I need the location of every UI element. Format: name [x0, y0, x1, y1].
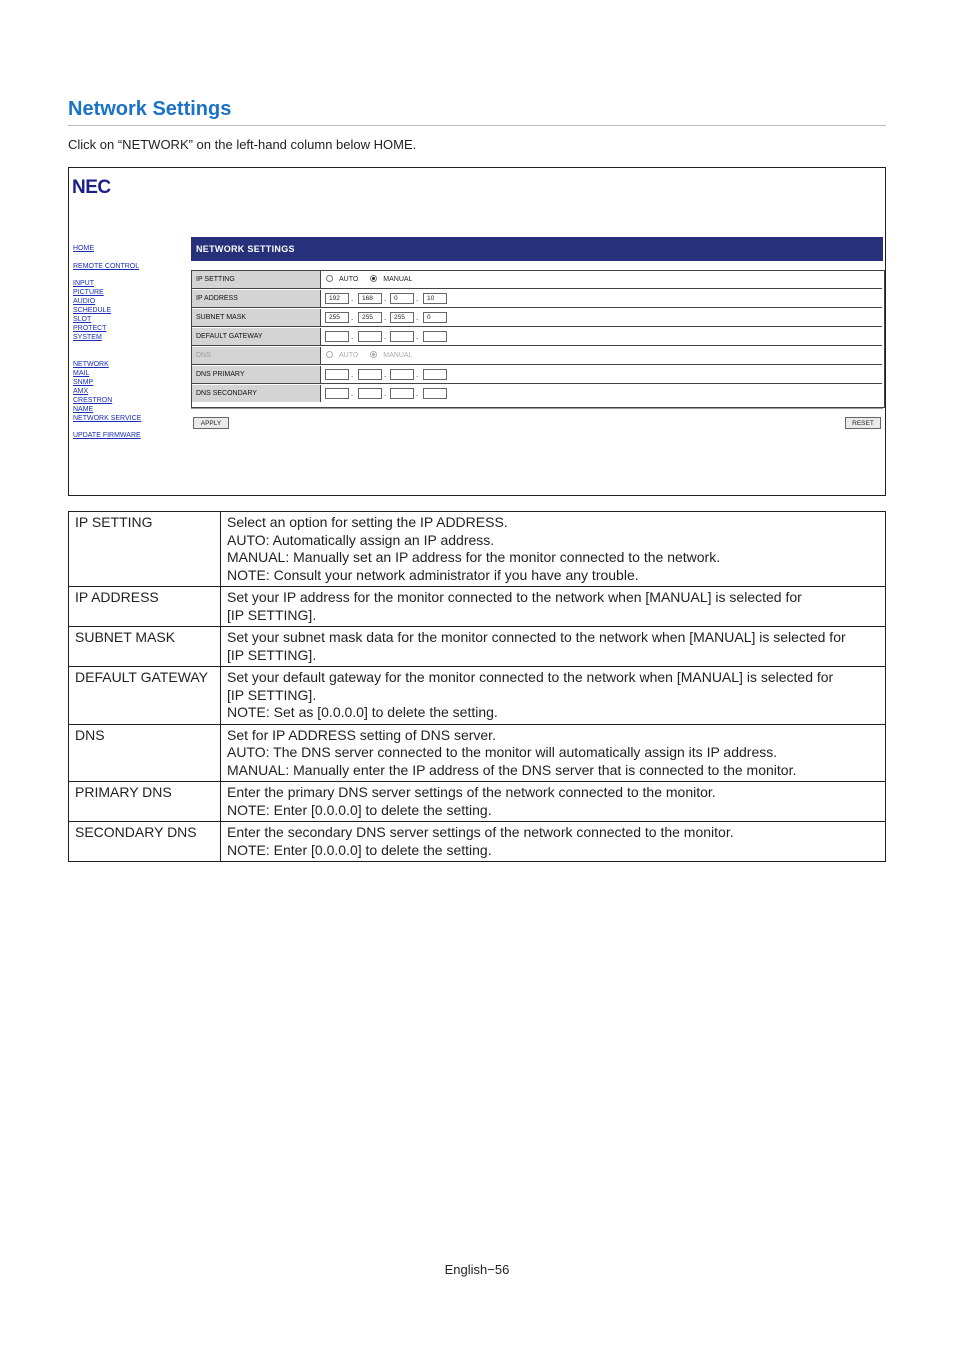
dns-manual-radio[interactable]	[370, 351, 377, 358]
nav-picture[interactable]: PICTURE	[73, 289, 104, 296]
page-number: English−56	[444, 1262, 510, 1277]
form-row-ip-address	[192, 290, 882, 308]
ip-address-octet-4[interactable]: 10	[423, 293, 447, 304]
setting-name-cell: DEFAULT GATEWAY	[69, 667, 221, 725]
dns-secondary-octet-4[interactable]	[423, 388, 447, 399]
subnet-mask-octet-4[interactable]: 0	[423, 312, 447, 323]
dns-secondary-label: DNS SECONDARY	[192, 385, 321, 402]
octet-dot: .	[416, 294, 419, 303]
title-divider	[68, 125, 886, 126]
description-line: NOTE: Enter [0.0.0.0] to delete the setting.	[227, 801, 492, 818]
default-gateway-octet-2[interactable]	[358, 331, 382, 342]
dns-options	[326, 349, 422, 362]
octet-dot: .	[416, 332, 419, 341]
setting-name-cell: DNS	[69, 724, 221, 782]
setting-description-cell	[221, 587, 886, 627]
ip-setting-label: IP SETTING	[192, 271, 321, 288]
octet-dot: .	[351, 294, 354, 303]
dns-secondary-octet-2[interactable]	[358, 388, 382, 399]
dns-primary-octet-4[interactable]	[423, 369, 447, 380]
panel-title: NETWORK SETTINGS	[191, 237, 883, 261]
form-row-dns-primary	[192, 366, 882, 384]
description-line: [IP SETTING].	[227, 686, 317, 703]
description-line: Enter the primary DNS server settings of the network connected to the monitor.	[227, 784, 716, 800]
nec-logo	[71, 176, 129, 196]
description-line: AUTO: Automatically assign an IP address.	[227, 531, 495, 548]
description-line: Set for IP ADDRESS setting of DNS server.	[227, 726, 496, 743]
description-line: [IP SETTING].	[227, 606, 317, 623]
reset-button[interactable]: RESET	[845, 417, 881, 429]
ip-address-octet-1[interactable]: 192	[325, 293, 349, 304]
setting-description-cell	[221, 724, 886, 782]
default-gateway-octet-3[interactable]	[390, 331, 414, 342]
description-line: AUTO: The DNS server connected to the monitor will automatically assign its IP address.	[227, 744, 778, 760]
dns-secondary-octet-1[interactable]	[325, 388, 349, 399]
dns-primary-octet-1[interactable]	[325, 369, 349, 380]
nav-mail[interactable]: MAIL	[73, 370, 90, 377]
description-line: NOTE: Consult your network administrator if you have any trouble.	[227, 566, 639, 583]
nav-home[interactable]: HOME	[73, 245, 94, 252]
ip-setting-auto-radio[interactable]	[326, 275, 333, 282]
setting-name-cell: IP ADDRESS	[69, 587, 221, 627]
page-title: Network Settings	[68, 98, 232, 120]
dns-primary-octet-3[interactable]	[390, 369, 414, 380]
nav-schedule[interactable]: SCHEDULE	[73, 307, 112, 314]
octet-dot: .	[416, 370, 419, 379]
table-row	[69, 512, 886, 587]
apply-button[interactable]: APPLY	[193, 417, 229, 429]
nav-crestron[interactable]: CRESTRON	[73, 397, 113, 404]
description-line: Enter the secondary DNS server settings of the network connected to the monitor.	[227, 824, 734, 840]
description-line: Set your IP address for the monitor connected to the network when [MANUAL] is selected for	[227, 589, 802, 605]
subnet-mask-octet-3[interactable]: 255	[390, 312, 414, 323]
form-row-default-gateway	[192, 328, 882, 346]
nav-name[interactable]: NAME	[73, 406, 94, 413]
ip-setting-options	[326, 273, 422, 286]
setting-description-cell	[221, 667, 886, 725]
setting-description-cell	[221, 782, 886, 822]
description-line: MANUAL: Manually enter the IP address of the DNS server that is connected to the monitor.	[227, 761, 797, 778]
nav-input[interactable]: INPUT	[73, 280, 94, 287]
subnet-mask-octet-2[interactable]: 255	[358, 312, 382, 323]
description-line: NOTE: Set as [0.0.0.0] to delete the setting.	[227, 704, 498, 720]
settings-description-table	[68, 511, 886, 862]
nec-logo-text: NEC	[72, 177, 111, 196]
nav-amx[interactable]: AMX	[73, 388, 89, 395]
description-line: Set your subnet mask data for the monitor connected to the network when [MANUAL] is selected for	[227, 629, 846, 645]
setting-name-cell: SUBNET MASK	[69, 627, 221, 667]
setting-name-cell: SECONDARY DNS	[69, 822, 221, 862]
nav-slot[interactable]: SLOT	[73, 316, 92, 323]
network-settings-screenshot	[68, 167, 886, 496]
setting-name-cell: IP SETTING	[69, 512, 221, 587]
default-gateway-octet-1[interactable]	[325, 331, 349, 342]
nav-network[interactable]: NETWORK	[73, 361, 109, 368]
subnet-mask-octet-1[interactable]: 255	[325, 312, 349, 323]
octet-dot: .	[384, 389, 387, 398]
form-row-ip-setting	[192, 271, 882, 289]
nav-system[interactable]: SYSTEM	[73, 334, 102, 341]
subnet-mask-label: SUBNET MASK	[192, 309, 321, 326]
dns-primary-label: DNS PRIMARY	[192, 366, 321, 383]
description-line: NOTE: Enter [0.0.0.0] to delete the setting.	[227, 841, 492, 858]
ip-address-label: IP ADDRESS	[192, 290, 321, 307]
table-row	[69, 782, 886, 822]
dns-primary-octet-2[interactable]	[358, 369, 382, 380]
table-row	[69, 627, 886, 667]
nav-protect[interactable]: PROTECT	[73, 325, 107, 332]
octet-dot: .	[351, 332, 354, 341]
setting-description-cell	[221, 627, 886, 667]
dns-auto-label: AUTO	[339, 352, 359, 359]
octet-dot: .	[351, 313, 354, 322]
dns-label: DNS	[192, 347, 321, 364]
ip-setting-manual-radio[interactable]	[370, 275, 377, 282]
table-row	[69, 822, 886, 862]
octet-dot: .	[351, 389, 354, 398]
description-line: Set your default gateway for the monitor connected to the network when [MANUAL] is selected for	[227, 669, 834, 685]
octet-dot: .	[384, 294, 387, 303]
nav-network-service[interactable]: NETWORK SERVICE	[73, 415, 142, 422]
ip-setting-manual-label: MANUAL	[383, 276, 413, 283]
description-line: [IP SETTING].	[227, 646, 317, 663]
octet-dot: .	[416, 389, 419, 398]
ip-address-octet-2[interactable]: 168	[358, 293, 382, 304]
description-line: MANUAL: Manually set an IP address for the monitor connected to the network.	[227, 549, 721, 565]
ip-address-octet-3[interactable]: 0	[390, 293, 414, 304]
nav-audio[interactable]: AUDIO	[73, 298, 96, 305]
setting-name-cell: PRIMARY DNS	[69, 782, 221, 822]
octet-dot: .	[384, 370, 387, 379]
octet-dot: .	[384, 313, 387, 322]
table-row	[69, 724, 886, 782]
form-row-subnet-mask	[192, 309, 882, 327]
dns-auto-radio[interactable]	[326, 351, 333, 358]
nav-snmp[interactable]: SNMP	[73, 379, 94, 386]
intro-text: Click on “NETWORK” on the left-hand column below HOME.	[68, 137, 417, 152]
table-row	[69, 587, 886, 627]
dns-secondary-octet-3[interactable]	[390, 388, 414, 399]
form-divider	[191, 408, 883, 409]
ip-setting-auto-label: AUTO	[339, 276, 359, 283]
dns-manual-label: MANUAL	[383, 352, 413, 359]
table-row	[69, 667, 886, 725]
form-row-dns	[192, 347, 882, 365]
nav-update-firmware[interactable]: UPDATE FIRMWARE	[73, 432, 141, 439]
setting-description-cell	[221, 822, 886, 862]
octet-dot: .	[416, 313, 419, 322]
octet-dot: .	[351, 370, 354, 379]
octet-dot: .	[384, 332, 387, 341]
description-line: Select an option for setting the IP ADDRESS.	[227, 514, 508, 530]
nav-remote-control[interactable]: REMOTE CONTROL	[73, 263, 140, 270]
default-gateway-label: DEFAULT GATEWAY	[192, 328, 321, 345]
setting-description-cell	[221, 512, 886, 587]
network-settings-form	[191, 270, 885, 408]
form-row-dns-secondary	[192, 385, 882, 402]
default-gateway-octet-4[interactable]	[423, 331, 447, 342]
